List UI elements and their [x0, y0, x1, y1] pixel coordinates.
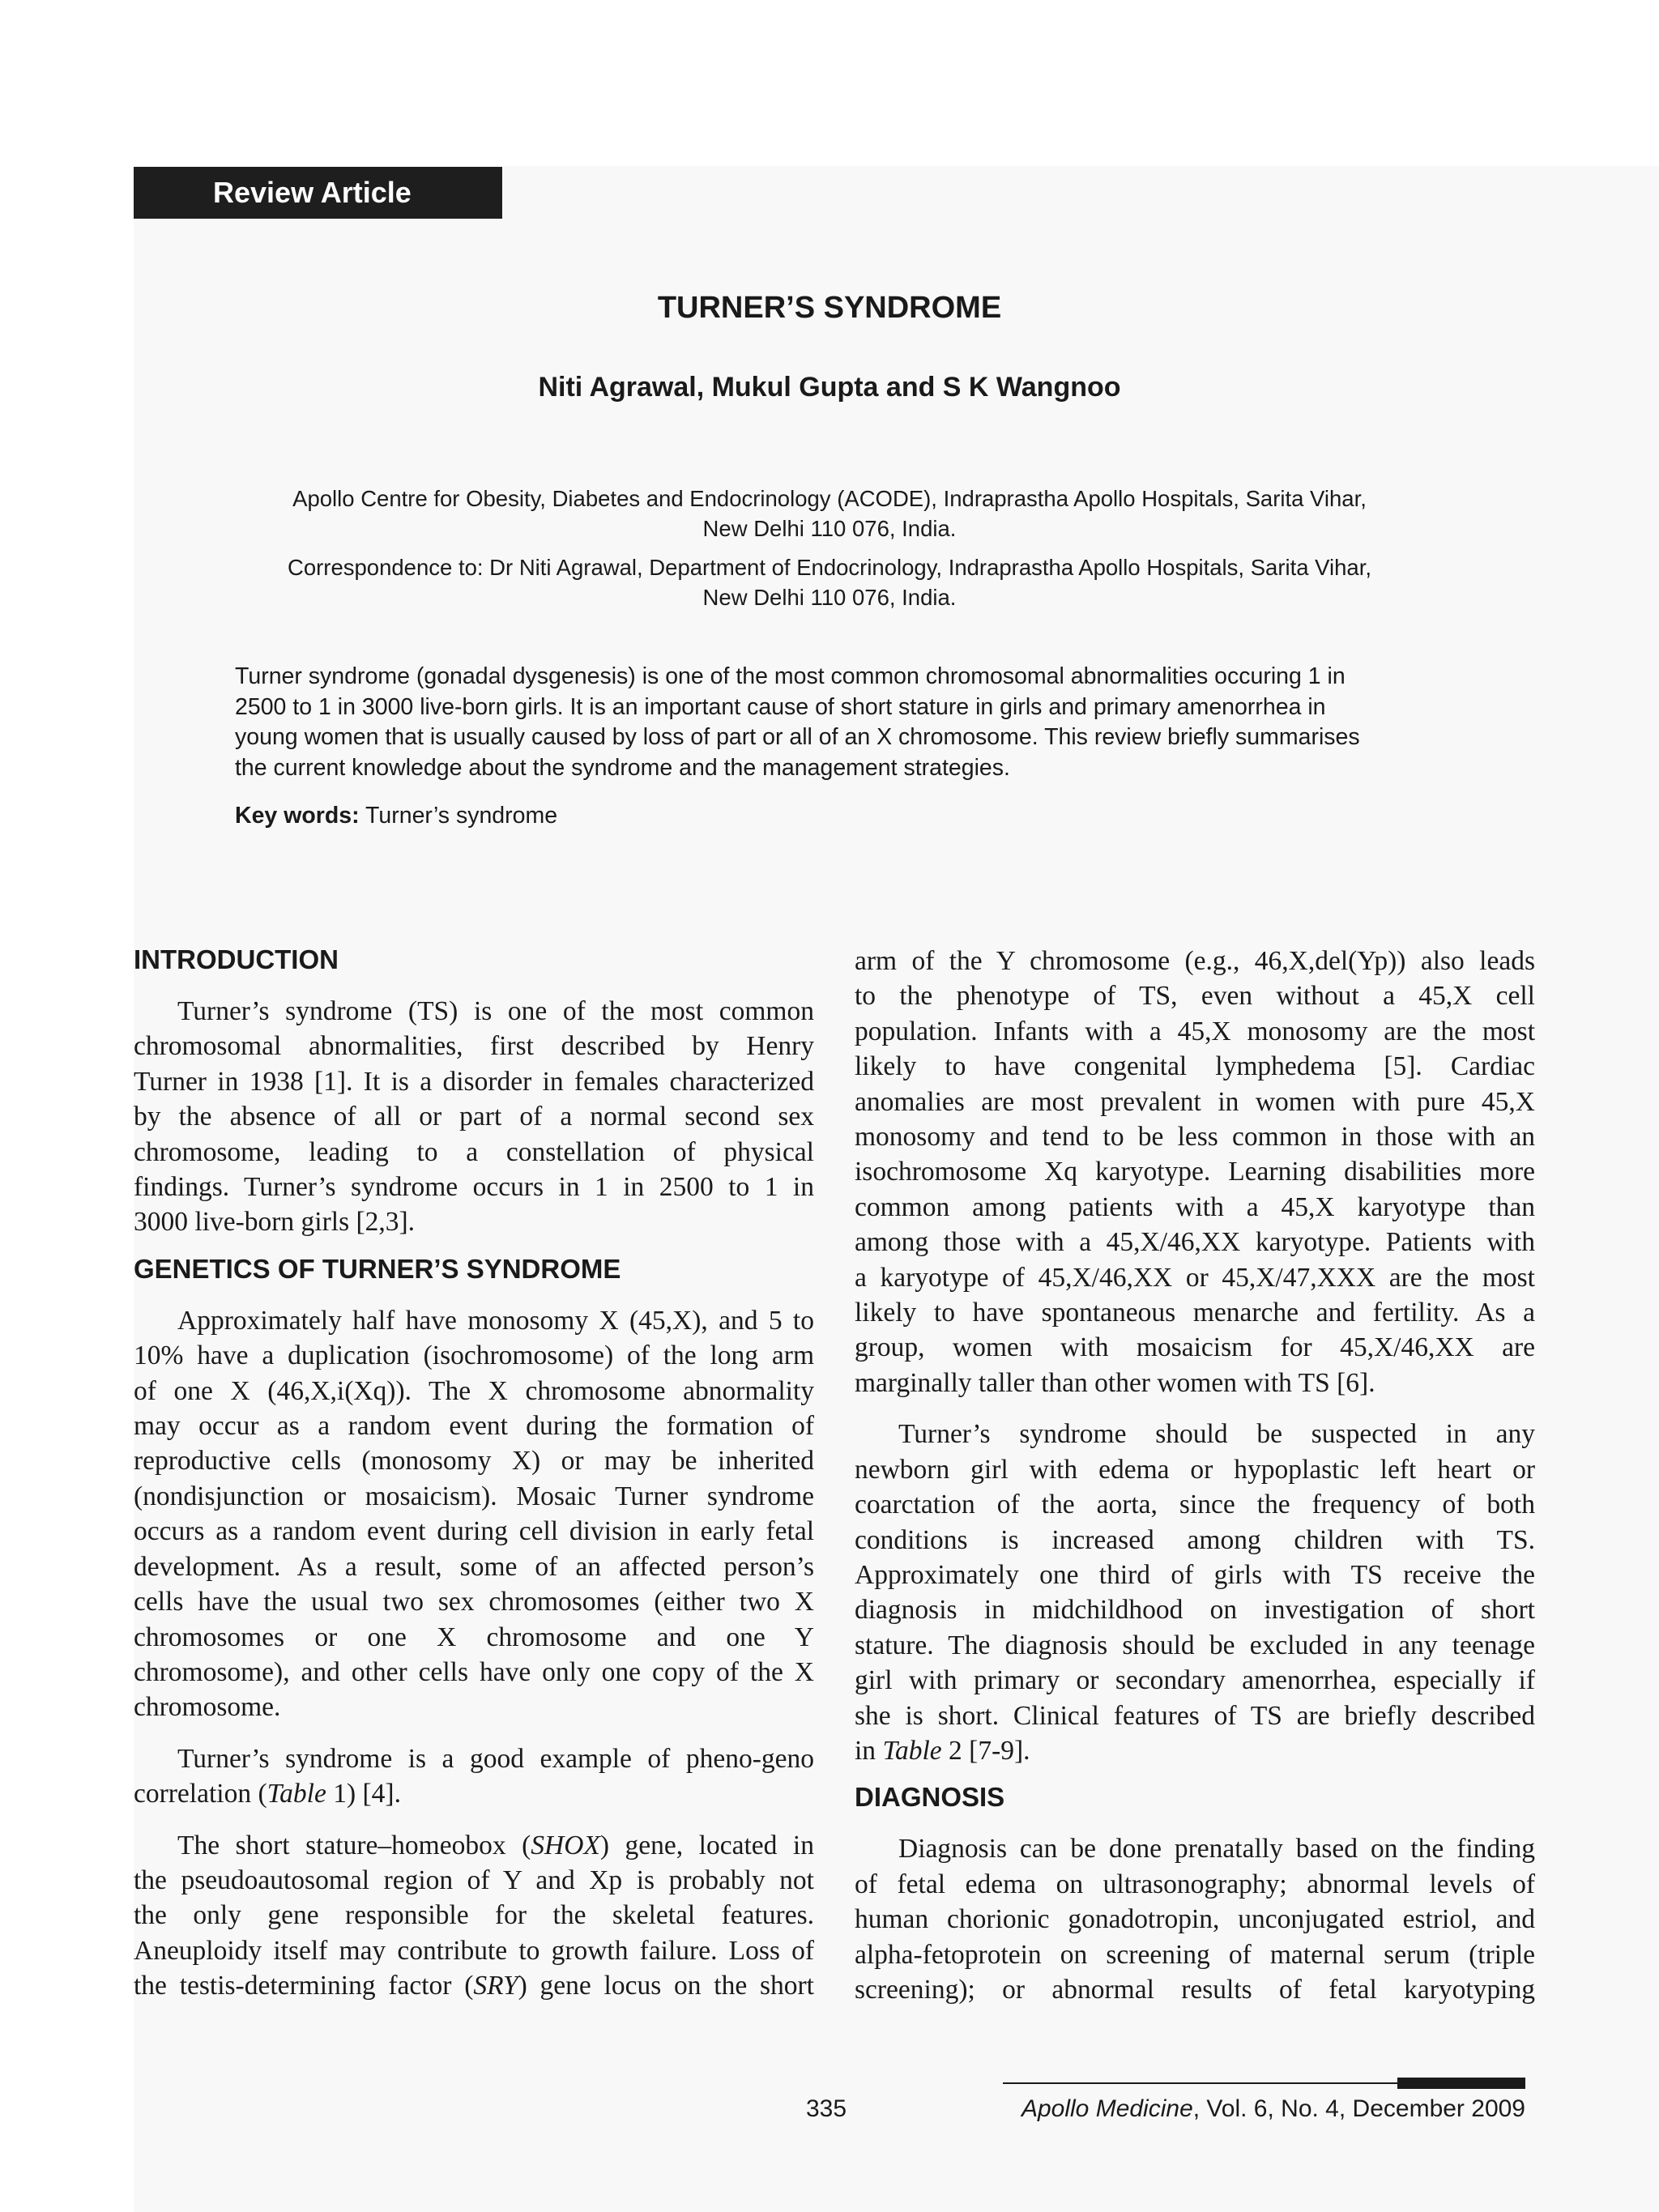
pheno-geno-paragraph [134, 1741, 814, 1812]
text-line: Turner’s syndrome is a good example of pheno-geno [177, 1743, 814, 1774]
correspondence-line: New Delhi 110 076, India. [702, 585, 957, 610]
keywords-value: Turner’s syndrome [359, 803, 558, 829]
text-line: Aneuploidy itself may contribute to growth failure. Loss of [134, 1935, 814, 1966]
text-line: group, women with mosaicism for 45,X/46,XX are [855, 1332, 1535, 1363]
text-line: stature. The diagnosis should be excluded in any teenage [855, 1630, 1535, 1660]
text-line: screening); or abnormal results of fetal karyotyping [855, 1974, 1535, 2005]
table-reference: Table [267, 1779, 326, 1809]
correspondence-line: Correspondence to: Dr Niti Agrawal, Department of Endocrinology, Indraprastha Apollo Hospitals, Sarita Vihar, [287, 555, 1372, 580]
text-line: Approximately half have monosomy X (45,X), and 5 to [177, 1305, 814, 1336]
text-line: The short stature–homeobox (SHOX) gene, located in [177, 1830, 814, 1860]
abstract-line: young women that is usually caused by loss of part or all of an X chromosome. This review briefly summarises [235, 724, 1360, 750]
article-type-badge: Review Article [134, 167, 502, 219]
text-line: Turner’s syndrome should be suspected in any [898, 1419, 1535, 1450]
keywords [235, 800, 557, 831]
text-line: cells have the usual two sex chromosomes (either two X [134, 1587, 814, 1617]
text-line: among those with a 45,X/46,XX karyotype. Patients with [855, 1227, 1535, 1258]
affiliation-line: Apollo Centre for Obesity, Diabetes and Endocrinology (ACODE), Indraprastha Apollo Hospitals, Sarita Vihar, [292, 486, 1367, 511]
journal-details: , Vol. 6, No. 4, December 2009 [1192, 2095, 1525, 2122]
text-line: in Table 2 [7-9]. [855, 1735, 1030, 1766]
text-line: chromosome. [134, 1692, 281, 1723]
affiliation [219, 484, 1440, 543]
text-line: development. As a result, some of an affected person’s [134, 1551, 814, 1582]
text-line: conditions is increased among children with TS. [855, 1524, 1535, 1555]
journal-citation [1021, 2093, 1525, 2125]
text-line: may occur as a random event during the formation of [134, 1411, 814, 1442]
abstract-line: 2500 to 1 in 3000 live-born girls. It is an important cause of short stature in girls and primary amenorrhea in [235, 693, 1326, 720]
abstract-line: the current knowledge about the syndrome and the management strategies. [235, 754, 1010, 781]
introduction-paragraph [134, 994, 814, 1240]
text-line: Turner in 1938 [1]. It is a disorder in females characterized [134, 1066, 814, 1097]
page-number: 335 [805, 2095, 847, 2122]
text-line: 3000 live-born girls [2,3]. [134, 1207, 416, 1238]
abstract-line: Turner syndrome (gonadal dysgenesis) is one of the most common chromosomal abnormalities occuring 1 in [235, 663, 1346, 689]
text-line: common among patients with a 45,X karyotype than [855, 1191, 1535, 1222]
gene-name: SRY [473, 1971, 518, 2001]
text-line: the testis-determining factor (SRY) gene locus on the short [134, 1971, 814, 2001]
genetics-paragraph [134, 1303, 814, 1725]
diagnosis-paragraph [855, 1831, 1535, 2007]
text-line: Turner’s syndrome (TS) is one of the most common [177, 996, 814, 1026]
shox-paragraph [134, 1828, 814, 2004]
text-line: findings. Turner’s syndrome occurs in 1 in 2500 to 1 in [134, 1172, 814, 1203]
text-line: chromosome), and other cells have only one copy of the X [134, 1656, 814, 1687]
text-line: alpha-fetoprotein on screening of maternal serum (triple [855, 1939, 1535, 1970]
text-line: human chorionic gonadotropin, unconjugated estriol, and [855, 1904, 1535, 1935]
footer-accent-bar [1397, 2078, 1525, 2089]
gene-name: SHOX [531, 1830, 600, 1860]
suspicion-paragraph [855, 1417, 1535, 1768]
text-line: Diagnosis can be done prenatally based on the finding [898, 1834, 1535, 1865]
affiliation-line: New Delhi 110 076, India. [702, 516, 957, 541]
text-line: likely to have congenital lymphedema [5]. Cardiac [855, 1051, 1535, 1082]
author-list: Niti Agrawal, Mukul Gupta and S K Wangnoo [538, 372, 1121, 403]
keywords-label: Key words: [235, 803, 360, 829]
text-line: population. Infants with a 45,X monosomy are the most [855, 1016, 1535, 1046]
left-column [134, 942, 814, 2004]
text-line: correlation (Table 1) [4]. [134, 1779, 401, 1809]
diagnosis-heading: DIAGNOSIS [855, 1782, 1005, 1813]
text-line: of one X (46,X,i(Xq)). The X chromosome abnormality [134, 1375, 814, 1406]
article-title: TURNER’S SYNDROME [657, 291, 1002, 325]
text-line: marginally taller than other women with TS [6]. [855, 1367, 1375, 1398]
text-line: monosomy and tend to be less common in those with an [855, 1122, 1535, 1153]
text-line: chromosomal abnormalities, first described by Henry [134, 1031, 814, 1062]
text-line: Approximately one third of girls with TS receive the [855, 1559, 1535, 1590]
text-line: she is short. Clinical features of TS are briefly described [855, 1700, 1535, 1731]
text-line: chromosome, leading to a constellation of physical [134, 1136, 814, 1167]
right-column [855, 942, 1535, 2007]
genetics-heading: GENETICS OF TURNER’S SYNDROME [134, 1253, 621, 1284]
text-line: likely to have spontaneous menarche and fertility. As a [855, 1298, 1535, 1328]
text-line: coarctation of the aorta, since the frequency of both [855, 1490, 1535, 1520]
text-line: diagnosis in midchildhood on investigation of short [855, 1595, 1535, 1626]
text-line: (nondisjunction or mosaicism). Mosaic Turner syndrome [134, 1481, 814, 1511]
text-line: of fetal edema on ultrasonography; abnormal levels of [855, 1869, 1535, 1899]
continued-paragraph [855, 944, 1535, 1400]
text-line: to the phenotype of TS, even without a 45,X cell [855, 981, 1535, 1012]
text-line: isochromosome Xq karyotype. Learning disabilities more [855, 1157, 1535, 1187]
text-line: by the absence of all or part of a normal second sex [134, 1102, 814, 1132]
text-line: the only gene responsible for the skeletal features. [134, 1900, 814, 1931]
text-line: the pseudoautosomal region of Y and Xp is probably not [134, 1865, 814, 1895]
text-line: chromosomes or one X chromosome and one Y [134, 1622, 814, 1652]
text-line: occurs as a random event during cell division in early fetal [134, 1516, 814, 1547]
journal-name: Apollo Medicine [1021, 2095, 1193, 2122]
abstract [235, 662, 1434, 783]
text-line: newborn girl with edema or hypoplastic left heart or [855, 1454, 1535, 1485]
correspondence [219, 552, 1440, 612]
text-line: 10% have a duplication (isochromosome) of the long arm [134, 1340, 814, 1371]
table-reference: Table [882, 1735, 942, 1766]
text-line: a karyotype of 45,X/46,XX or 45,X/47,XXX are the most [855, 1262, 1535, 1293]
text-line: reproductive cells (monosomy X) or may be inherited [134, 1446, 814, 1477]
text-line: anomalies are most prevalent in women with pure 45,X [855, 1086, 1535, 1117]
text-line: girl with primary or secondary amenorrhea, especially if [855, 1665, 1535, 1696]
introduction-heading: INTRODUCTION [134, 944, 339, 974]
text-line: arm of the Y chromosome (e.g., 46,X,del(Yp)) also leads [855, 946, 1535, 976]
